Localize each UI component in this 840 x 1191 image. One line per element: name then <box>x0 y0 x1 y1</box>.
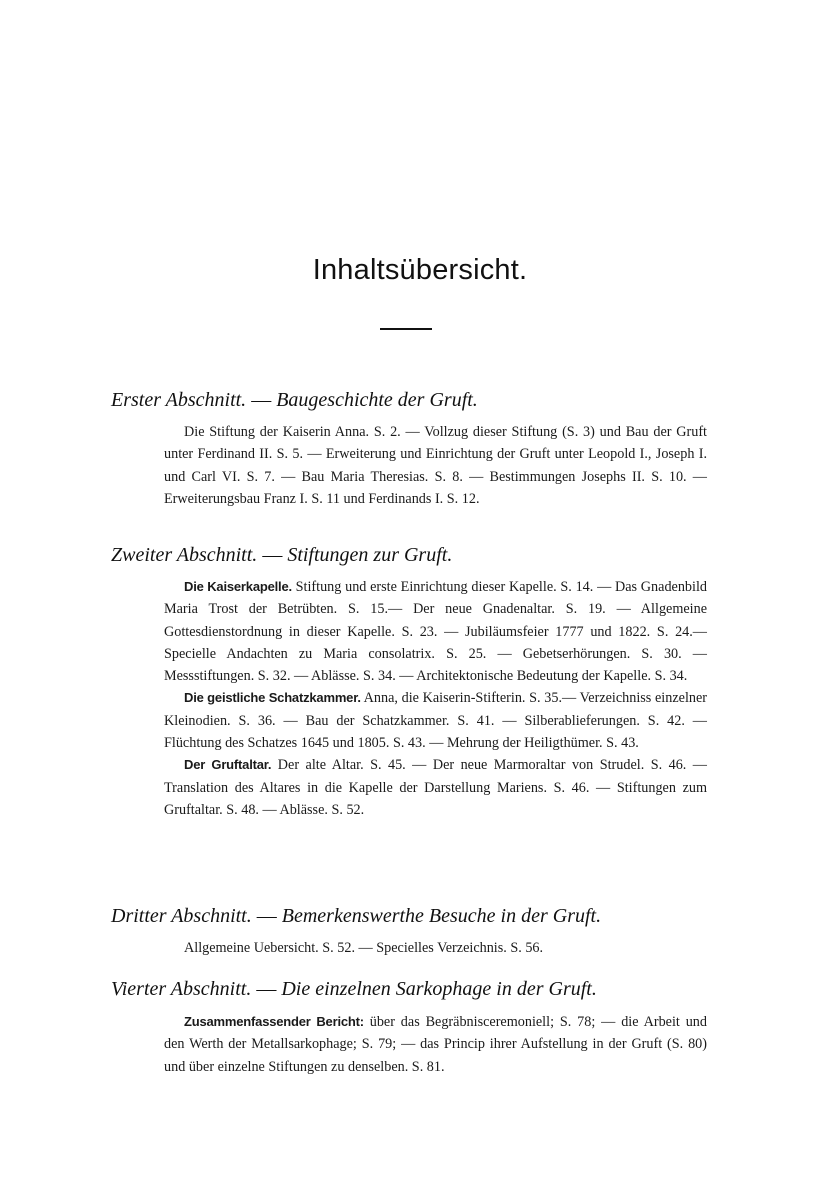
section-label: Erster Abschnitt. <box>111 389 247 411</box>
page-title: Inhaltsübersicht. <box>312 254 528 286</box>
paragraph-text: Allgemeine Uebersicht. S. 52. — Specielles Verzeichnis. S. 56. <box>184 940 544 956</box>
paragraph-text: über das Begräbnisceremoniell; S. 78; — die Arbeit und den Werth der Metallsarkophage; S. 79; — das Princip ihrer Aufstellung in der Gruft (S. 80) und über einzelne Stiftungen zu denselben. S. 81. <box>164 1014 707 1075</box>
toc-paragraph <box>164 421 707 510</box>
section-label: Dritter Abschnitt. <box>111 905 252 927</box>
paragraph-lead: Die Kaiserkapelle. <box>184 579 292 594</box>
section-topic: Bemerkenswerthe Besuche in der Gruft. <box>281 905 602 927</box>
section-topic: Stiftungen zur Gruft. <box>287 544 453 566</box>
section-heading-2 <box>111 544 452 567</box>
section-heading-1 <box>111 389 478 412</box>
section-body-2 <box>164 576 707 821</box>
paragraph-lead: Die geistliche Schatzkammer. <box>184 690 361 706</box>
section-label: Vierter Abschnitt. <box>111 978 252 1000</box>
section-dash: — <box>256 978 277 1000</box>
paragraph-text: Die Stiftung der Kaiserin Anna. S. 2. — Vollzug dieser Stiftung (S. 3) und Bau der Gruft unter Ferdinand II. S. 5. — Erweiterung und Einrichtung der Gruft unter Leopold I., Joseph I. und Carl VI. S. 7. — Bau Maria Theresias. S. 8. — Bestimmungen Josephs II. S. 10. — Erweiterungsbau Franz I. S. 11 und Ferdinands I. S. 12. <box>164 424 707 507</box>
section-body-4 <box>164 1011 707 1078</box>
paragraph-text: Stiftung und erste Einrichtung dieser Kapelle. S. 14. — Das Gnadenbild Maria Trost der Betrübten. S. 15.— Der neue Gnadenaltar. S. 19. — Allgemeine Gottesdienstordnung in dieser Kapelle. S. 23. — Jubiläumsfeier 1777 und 1822. S. 24.— Specielle Andachten zu Maria consolatrix. S. 25. — Gebetserhörungen. S. 30. — Messstiftungen. S. 32. — Ablässe. S. 34. — Architektonische Bedeutung der Kapelle. S. 34. <box>164 579 708 685</box>
paragraph-text: Anna, die Kaiserin-Stifterin. S. 35.— Verzeichniss einzelner Kleinodien. S. 36. — Bau der Schatzkammer. S. 41. — Silberablieferungen. S. 42. — Flüchtung des Schatzes 1645 und 1805. S. 43. — Mehrung der Heiligthümer. S. 43. <box>164 690 707 752</box>
toc-paragraph <box>164 1011 707 1078</box>
section-heading-4 <box>111 978 597 1001</box>
paragraph-lead: Zusammenfassender Bericht: <box>184 1014 364 1029</box>
section-topic: Baugeschichte der Gruft. <box>276 389 478 411</box>
toc-paragraph <box>164 754 707 821</box>
section-dash: — <box>256 905 277 927</box>
section-topic: Die einzelnen Sarkophage in der Gruft. <box>281 978 597 1000</box>
section-dash: — <box>251 389 272 411</box>
toc-paragraph <box>164 937 707 959</box>
toc-paragraph <box>164 576 707 687</box>
section-label: Zweiter Abschnitt. <box>111 544 258 566</box>
section-dash: — <box>262 544 283 566</box>
title-divider <box>380 328 432 330</box>
paragraph-lead: Der Gruftaltar. <box>184 757 272 773</box>
section-body-1 <box>164 421 707 510</box>
paragraph-text: Der alte Altar. S. 45. — Der neue Marmoraltar von Strudel. S. 46. — Translation des Altares in die Kapelle der Darstellung Mariens. S. 46. — Stiftungen zum Gruftaltar. S. 48. — Ablässe. S. 52. <box>164 757 707 818</box>
section-body-3 <box>164 937 707 959</box>
toc-paragraph <box>164 687 707 754</box>
section-heading-3 <box>111 905 601 928</box>
